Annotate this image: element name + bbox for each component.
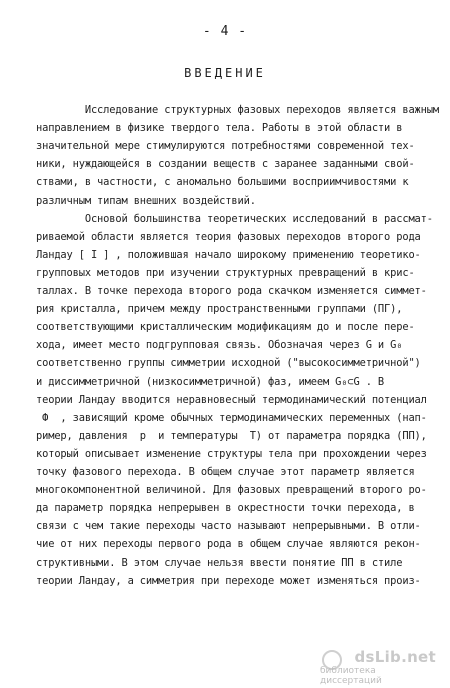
text-line: который описывает изменение структуры тела при прохождении через	[36, 447, 427, 460]
text-line: значительной мере стимулируются потребностями современной тех-	[36, 140, 415, 153]
text-line: и диссимметричной (низкосимметричной) фаз, имеем G₀⊂G . В	[36, 375, 385, 388]
text-line: риваемой области является теория фазовых переходов второго рода	[36, 230, 421, 243]
text-line: теории Ландау вводится неравновесный термодинамический потенциал	[36, 393, 427, 406]
text-line: различным типам внешних воздействий.	[36, 194, 256, 207]
text-line: групповых методов при изучении структурных превращений в крис-	[36, 266, 415, 279]
text-line: ример, давления p и температуры T) от параметра порядка (ПП),	[36, 429, 427, 442]
watermark-logo: dsLib.net	[354, 648, 436, 666]
text-line: теории Ландау, а симметрия при переходе может изменяться произ-	[36, 574, 421, 587]
text-line: структивными. В этом случае нельзя ввести понятие ПП в стиле	[36, 556, 403, 569]
text-line: многокомпонентной величиной. Для фазовых превращений второго ро-	[36, 484, 427, 497]
text-line: ники, нуждающейся в создании веществ с заранее заданными свой-	[36, 158, 415, 171]
watermark-subtitle: библиотека диссертаций	[320, 666, 382, 686]
text-line: ствами, в частности, с аномально большими восприимчивостями к	[36, 176, 409, 189]
page-number: - 4 -	[202, 24, 248, 39]
text-line: Исследование структурных фазовых переходов является важным	[36, 104, 439, 116]
text-line: чие от них переходы первого рода в общем случае являются рекон-	[36, 538, 421, 551]
watermark	[320, 648, 440, 686]
text-line: соответственно группы симметрии исходной ("высокосимметричной")	[36, 357, 421, 370]
text-line: точку фазового перехода. В общем случае этот параметр является	[36, 466, 415, 478]
text-line: Ф , зависящий кроме обычных термодинамических переменных (нап-	[36, 411, 427, 424]
text-line: соответствующими кристаллическим модификациям до и после пере-	[36, 321, 415, 334]
text-line: да параметр порядка непрерывен в окрестности точки перехода, в	[36, 502, 415, 515]
text-line: связи с чем такие переходы часто называют непрерывными. В отли-	[36, 520, 421, 533]
page-title: ВВЕДЕНИЕ	[184, 66, 266, 80]
text-line: рия кристалла, причем между пространственными группами (ПГ),	[36, 303, 403, 316]
text-line: Ландау [ I ] , положившая начало широкому применению теоретико-	[36, 248, 421, 261]
text-line: хода, имеет место подгрупповая связь. Обозначая через G и G₀	[36, 339, 403, 352]
text-line: таллах. В точке перехода второго рода скачком изменяется симмет-	[36, 285, 427, 297]
text-line: направлением в физике твердого тела. Работы в этой области в	[36, 122, 403, 135]
text-line: Основой большинства теоретических исследований в рассмат-	[36, 212, 433, 225]
